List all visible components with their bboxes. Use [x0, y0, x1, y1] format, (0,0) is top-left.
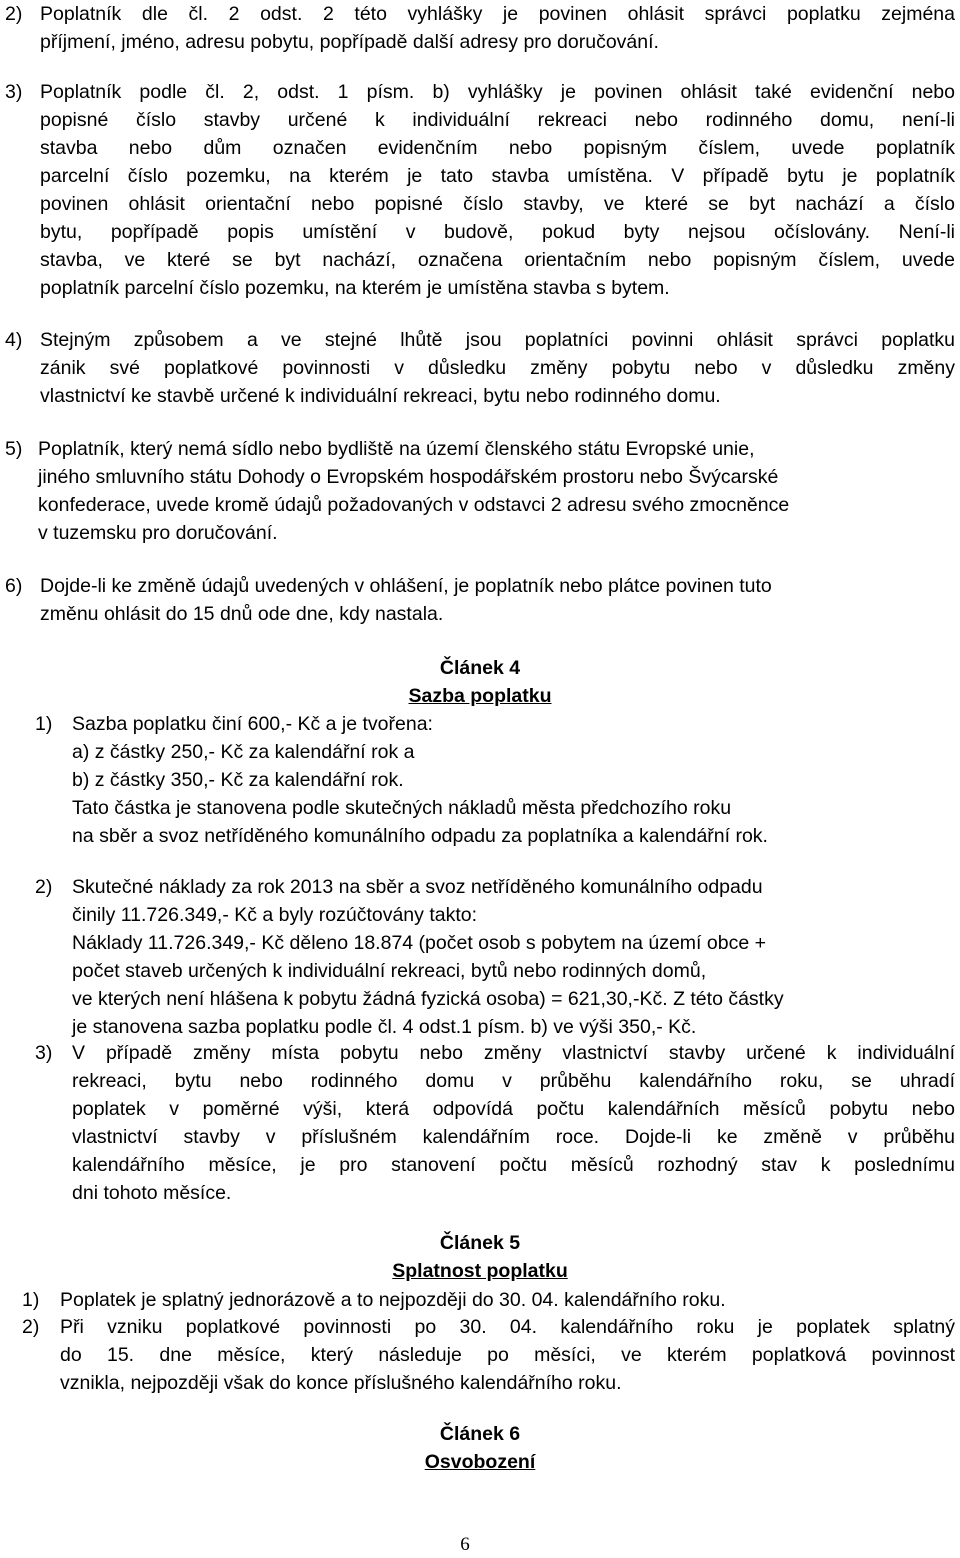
text-line: do 15. dne měsíce, který následuje po měsíci, ve kterém poplatková povinnost: [60, 1344, 955, 1366]
item-number: 2): [35, 876, 53, 898]
article-4-item-1: [35, 710, 955, 850]
article-4-item-3: [35, 1039, 955, 1207]
article-4-subtitle: [0, 682, 960, 710]
text-line: dni tohoto měsíce.: [72, 1182, 232, 1204]
text-line: zánik své poplatkové povinnosti v důsledku změny pobytu nebo v důsledku změny: [40, 357, 955, 379]
text-line: stavba, ve které se byt nachází, označena orientačním nebo popisným číslem, uvede: [40, 249, 955, 271]
item-number: 2): [22, 1316, 40, 1338]
paragraph-2: [5, 0, 955, 56]
text-line: povinen ohlásit orientační nebo popisné číslo stavby, ve které se byt nachází a číslo: [40, 193, 955, 215]
article-4-item-2: [35, 873, 955, 1041]
subtitle-text: Sazba poplatku: [408, 685, 552, 707]
text-line: Sazba poplatku činí 600,- Kč a je tvořena:: [72, 713, 433, 735]
article-5-item-2: [22, 1313, 955, 1397]
text-line: poplatek v poměrné výši, která odpovídá počtu kalendářních měsíců pobytu nebo: [72, 1098, 955, 1120]
text-line: Tato částka je stanovena podle skutečných nákladů města předchozího roku: [72, 797, 732, 819]
text-line: Poplatník, který nemá sídlo nebo bydliště na území členského státu Evropské unie,: [38, 438, 755, 460]
text-line: Dojde-li ke změně údajů uvedených v ohlášení, je poplatník nebo plátce povinen tuto: [40, 575, 772, 597]
paragraph-number: 3): [5, 81, 23, 103]
text-line: v tuzemsku pro doručování.: [38, 522, 278, 544]
article-5-subtitle: [0, 1257, 960, 1285]
text-line: změnu ohlásit do 15 dnů ode dne, kdy nastala.: [40, 603, 444, 625]
text-line: b) z částky 350,- Kč za kalendářní rok.: [72, 769, 404, 791]
paragraph-6: [5, 572, 955, 628]
text-line: a) z částky 250,- Kč za kalendářní rok a: [72, 741, 415, 763]
text-line: Skutečné náklady za rok 2013 na sběr a svoz netříděného komunálního odpadu: [72, 876, 763, 898]
text-line: Náklady 11.726.349,- Kč děleno 18.874 (počet osob s pobytem na území obce +: [72, 932, 766, 954]
text-line: V případě změny místa pobytu nebo změny vlastnictví stavby určené k individuální: [72, 1042, 955, 1064]
paragraph-number: 4): [5, 329, 23, 351]
text-line: Poplatník dle čl. 2 odst. 2 této vyhlášky je povinen ohlásit správci poplatku zejména: [40, 3, 955, 25]
text-line: činily 11.726.349,- Kč a byly rozúčtovány takto:: [72, 904, 478, 926]
article-5-item-1: [22, 1286, 955, 1314]
page-number: 6: [460, 1534, 470, 1555]
text-line: příjmení, jméno, adresu pobytu, popřípadě další adresy pro doručování.: [40, 31, 659, 53]
text-line: Stejným způsobem a ve stejné lhůtě jsou poplatníci povinni ohlásit správci poplatku: [40, 329, 955, 351]
text-line: parcelní číslo pozemku, na kterém je tato stavba umístěna. V případě bytu je poplatník: [40, 165, 955, 187]
article-5-title: Článek 5: [439, 1232, 521, 1254]
paragraph-number: 2): [5, 3, 23, 25]
item-number: 3): [35, 1042, 53, 1064]
text-line: vlastnictví stavby v příslušném kalendářním roce. Dojde-li ke změně v průběhu: [72, 1126, 955, 1148]
item-number: 1): [22, 1289, 40, 1311]
text-line: ve kterých není hlášena k pobytu žádná fyzická osoba) = 621,30,-Kč. Z této částky: [72, 988, 784, 1010]
text-line: vznikla, nejpozději však do konce příslušného kalendářního roku.: [60, 1372, 622, 1394]
text-line: popisné číslo stavby určené k individuální rekreaci nebo rodinného domu, není-li: [40, 109, 955, 131]
text-line: konfederace, uvede kromě údajů požadovaných v odstavci 2 adresu svého zmocněnce: [38, 494, 790, 516]
text-line: stavba nebo dům označen evidenčním nebo popisným číslem, uvede poplatník: [40, 137, 955, 159]
paragraph-number: 6): [5, 575, 23, 597]
text-line: poplatník parcelní číslo pozemku, na kterém je umístěna stavba s bytem.: [40, 277, 670, 299]
paragraph-4: [5, 326, 955, 410]
text-line: kalendářního měsíce, je pro stanovení počtu měsíců rozhodný stav k poslednímu: [72, 1154, 955, 1176]
subtitle-text: Osvobození: [424, 1451, 536, 1473]
article-6-subtitle: [0, 1448, 960, 1476]
text-line: Poplatek je splatný jednorázově a to nejpozději do 30. 04. kalendářního roku.: [60, 1289, 726, 1311]
text-line: Při vzniku poplatkové povinnosti po 30. 04. kalendářního roku je poplatek splatný: [60, 1316, 955, 1338]
text-line: na sběr a svoz netříděného komunálního odpadu za poplatníka a kalendářní rok.: [72, 825, 768, 847]
text-line: jiného smluvního státu Dohody o Evropském hospodářském prostoru nebo Švýcarské: [38, 466, 779, 488]
text-line: Poplatník podle čl. 2, odst. 1 písm. b) vyhlášky je povinen ohlásit také evidenční nebo: [40, 81, 955, 103]
text-line: vlastnictví ke stavbě určené k individuální rekreaci, bytu nebo rodinného domu.: [40, 385, 721, 407]
item-number: 1): [35, 713, 53, 735]
article-4-title: Článek 4: [439, 657, 521, 679]
text-line: je stanovena sazba poplatku podle čl. 4 odst.1 písm. b) ve výši 350,- Kč.: [72, 1016, 697, 1038]
article-6-title: Článek 6: [439, 1423, 521, 1445]
subtitle-text: Splatnost poplatku: [392, 1260, 568, 1282]
text-line: rekreaci, bytu nebo rodinného domu v průběhu kalendářního roku, se uhradí: [72, 1070, 955, 1092]
text-line: bytu, popřípadě popis umístění v budově, pokud byty nejsou očíslovány. Není-li: [40, 221, 955, 243]
paragraph-3: [5, 78, 955, 302]
paragraph-5: [5, 435, 955, 547]
paragraph-number: 5): [5, 438, 23, 460]
text-line: počet staveb určených k individuální rekreaci, bytů nebo rodinných domů,: [72, 960, 707, 982]
